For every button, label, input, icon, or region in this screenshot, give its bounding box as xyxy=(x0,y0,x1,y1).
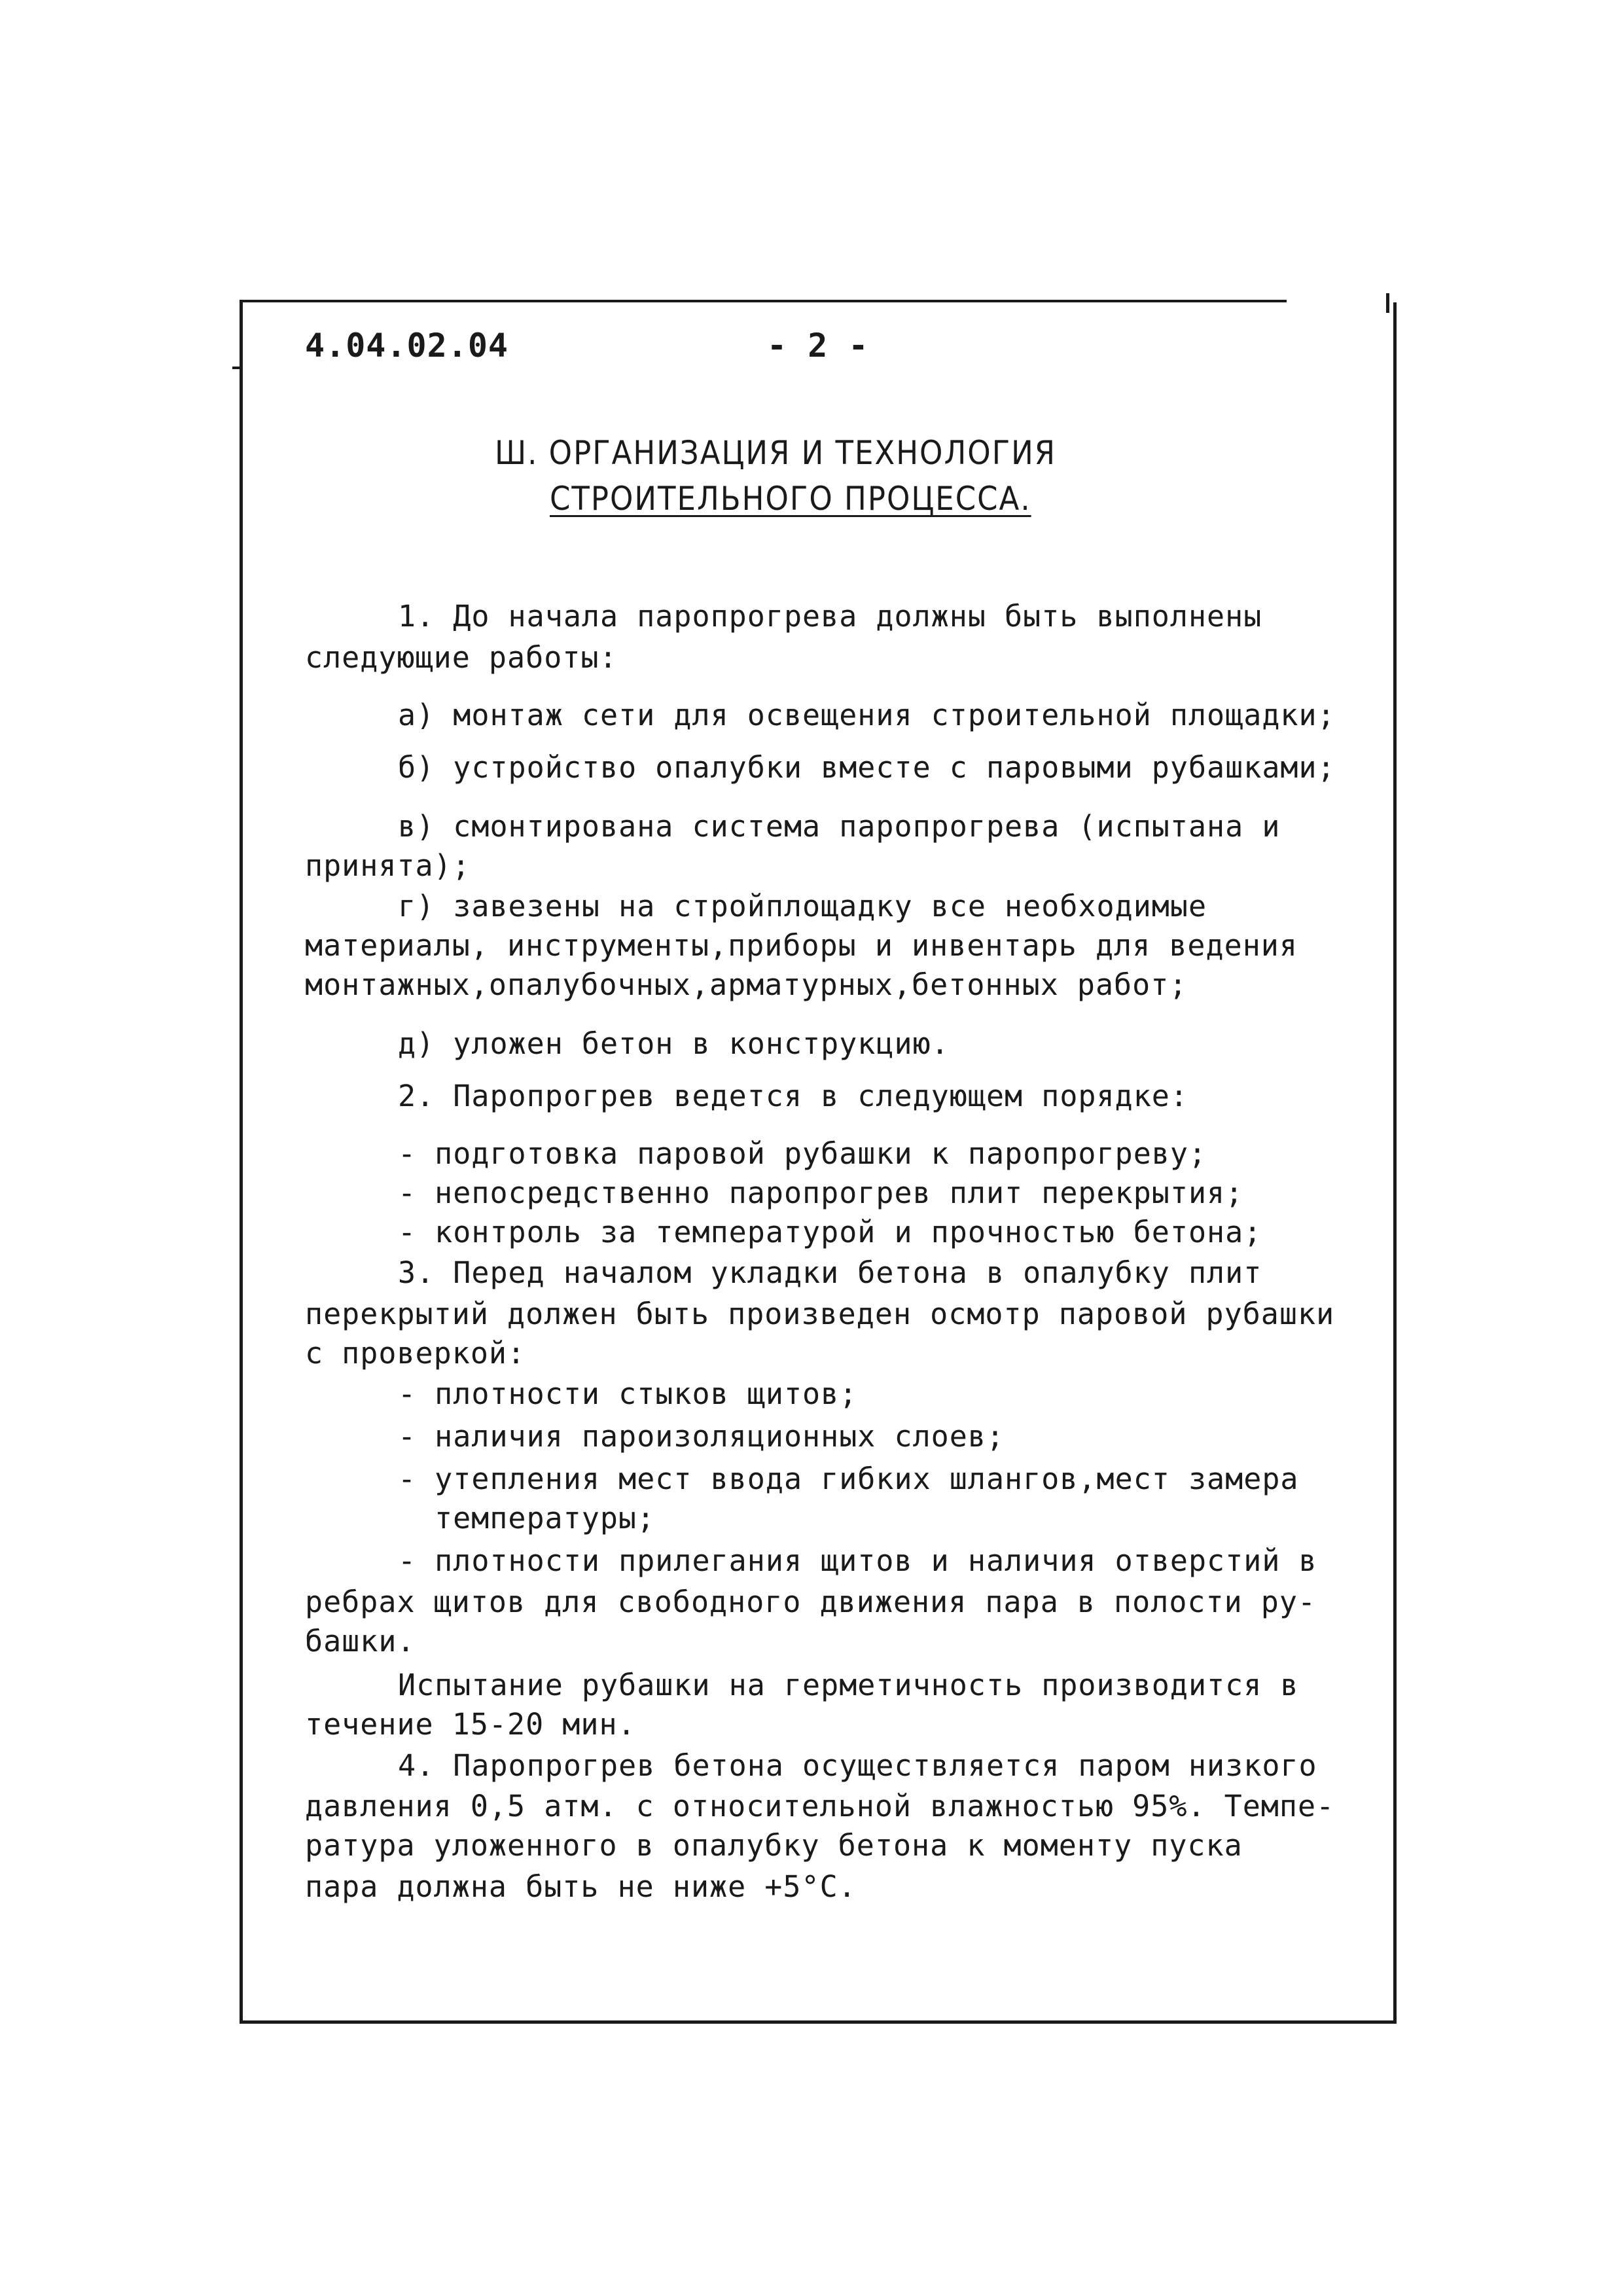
list-item-b: б) устройство опалубки вместе с паровыми рубашками; xyxy=(398,750,1336,785)
paragraph-2-item-3: - контроль за температурой и прочностью бетона; xyxy=(398,1215,1262,1249)
paragraph-3-line3: с проверкой: xyxy=(305,1336,526,1371)
list-item-g-line1: г) завезены на стройплощадку все необходимые xyxy=(398,889,1207,924)
section-title-line2: СТРОИТЕЛЬНОГО ПРОЦЕССА. xyxy=(550,480,1031,518)
paragraph-3-item-4-line2: ребрах щитов для свободного движения пара в полости ру- xyxy=(305,1585,1317,1619)
paragraph-3-note-line1: Испытание рубашки на герметичность производится в xyxy=(398,1668,1299,1702)
paragraph-3-item-4-line3: башки. xyxy=(305,1624,416,1659)
paragraph-3-line1: 3. Перед началом укладки бетона в опалубку плит xyxy=(398,1255,1262,1290)
paragraph-2: 2. Паропрогрев ведется в следующем порядке: xyxy=(398,1079,1188,1113)
paragraph-3-item-2: - наличия пароизоляционных слоев; xyxy=(398,1419,1005,1454)
paragraph-4-line1: 4. Паропрогрев бетона осуществляется паром низкого xyxy=(398,1748,1317,1783)
list-item-d: д) уложен бетон в конструкцию. xyxy=(398,1026,950,1061)
paragraph-4-line3: ратура уложенного в опалубку бетона к моменту пуска xyxy=(305,1828,1243,1863)
list-item-v-line2: принята); xyxy=(305,848,471,883)
paragraph-4-line4: пара должна быть не ниже +5°С. xyxy=(305,1869,857,1904)
frame-corner-mark xyxy=(1386,293,1389,313)
paragraph-3-note-line2: течение 15-20 мин. xyxy=(305,1707,636,1742)
paragraph-1-line2: следующие работы: xyxy=(305,640,618,675)
paragraph-1-line1: 1. До начала паропрогрева должны быть выполнены xyxy=(398,599,1262,634)
paragraph-3-line2: перекрытий должен быть произведен осмотр паровой рубашки xyxy=(305,1297,1335,1331)
list-item-g-line2: материалы, инструменты,приборы и инвентарь для ведения xyxy=(305,928,1298,963)
paragraph-2-item-1: - подготовка паровой рубашки к паропрогреву; xyxy=(398,1136,1207,1171)
document-code: 4.04.02.04 xyxy=(305,327,509,365)
frame-left-mark xyxy=(232,367,241,369)
paragraph-3-item-3-line1: - утепления мест ввода гибких шлангов,мест замера xyxy=(398,1462,1299,1496)
list-item-a: а) монтаж сети для освещения строительной площадки; xyxy=(398,698,1336,732)
paragraph-4-line2: давления 0,5 атм. с относительной влажностью 95%. Темпе- xyxy=(305,1789,1335,1823)
paragraph-3-item-4-line1: - плотности прилегания щитов и наличия отверстий в xyxy=(398,1543,1317,1578)
list-item-v-line1: в) смонтирована система паропрогрева (испытана и xyxy=(398,809,1281,844)
page-number: - 2 - xyxy=(767,327,869,365)
paragraph-3-item-3-line2: температуры; xyxy=(435,1501,656,1535)
paragraph-2-item-2: - непосредственно паропрогрев плит перекрытия; xyxy=(398,1175,1244,1210)
paragraph-3-item-1: - плотности стыков щитов; xyxy=(398,1376,858,1411)
section-title-line1: Ш. ОРГАНИЗАЦИЯ И ТЕХНОЛОГИЯ xyxy=(495,434,1057,472)
list-item-g-line3: монтажных,опалубочных,арматурных,бетонных работ; xyxy=(305,967,1188,1002)
